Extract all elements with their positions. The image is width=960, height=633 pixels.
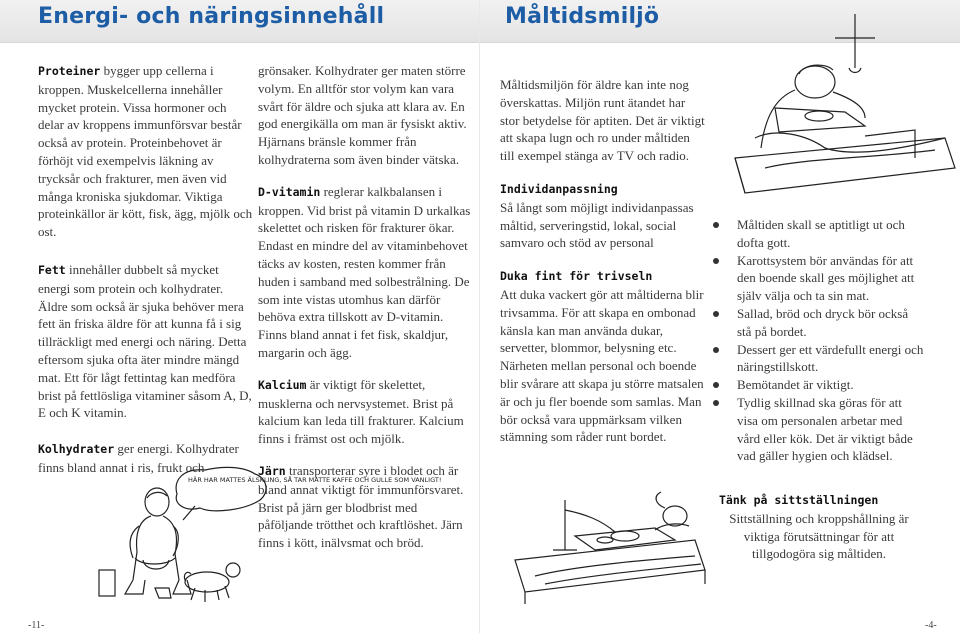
kolhydrater-text: ger energi. Kolhydrater finns bland annat i ris, frukt och (38, 441, 239, 475)
fett-paragraph (38, 261, 253, 422)
bullet-dot-icon (713, 222, 719, 228)
individanpassning-text: Så långt som möjligt individanpassas måltid, serveringstid, lokal, social samvaro och stöd av personal (500, 199, 694, 251)
sittstallning-heading: Tänk på sittställningen (719, 493, 879, 507)
duka-paragraph (500, 268, 705, 446)
speech-bubble-text: HÄR HAR MATTES ÄLSKLING, SÅ TAR MATTE KAFFE OCH GULLE SOM VANLIGT! (188, 476, 442, 484)
page-number-left: -11- (28, 620, 45, 631)
bed-with-table-illustration (505, 480, 715, 610)
bullet-dot-icon (713, 382, 719, 388)
jarn-heading: Järn (258, 463, 286, 478)
right-column-bullets (713, 216, 925, 465)
bullet-dot-icon (713, 400, 719, 406)
sittstallning-box (713, 492, 925, 563)
dvitamin-paragraph (258, 183, 473, 362)
kolhydrater-heading: Kolhydrater (38, 442, 115, 457)
protein-heading: Proteiner (38, 64, 101, 78)
page-divider (479, 0, 480, 633)
bullet-list (713, 216, 925, 465)
kolhydrater-cont-paragraph: grönsaker. Kolhydrater ger maten större volym. En alltför stor volym kan vara svårt för äldre och sjuka att klara av. En god energikälla om man är fysiskt aktiv. Hjärnans bränsle kommer från kolhydraterna som även binder vätska. (258, 63, 467, 167)
jarn-text: transporterar syre i blodet och är bland annat viktigt för immunförsvaret. Brist på järn ger blodbrist med påföljande trötthet och kraftlöshet. Järn finns i kött, inälvsmat och bröd. (258, 462, 464, 551)
duka-heading: Duka fint för trivseln (500, 269, 653, 284)
fett-heading: Fett (38, 262, 66, 277)
person-in-bed-eating-illustration (715, 8, 960, 213)
individanpassning-heading: Individanpassning (500, 181, 618, 196)
dvitamin-text: reglerar kalkbalansen i kroppen. Vid brist på vitamin D urkalkas skelettet och risken för frakturer ökar. Endast en mindre del av vitaminbehovet täcks av kosten, resten kommer från huden i samband med solbestrålning. De som inte vistas utomhus kan därför behöva extra tillskott av D-vitamin. Finns bland annat i fet fisk, skaldjur, margarin och ägg. (258, 183, 471, 360)
kalcium-paragraph (258, 376, 473, 448)
dvitamin-heading: D-vitamin (258, 184, 321, 199)
bullet-dot-icon (713, 347, 719, 353)
fett-text: innehåller dubbelt så mycket energi som protein och kolhydrater. Äldre som också är sjuka behöver mera fett än friska äldre för att kunna få i sig tillräckligt med energi och näring. Detta eftersom sjuka ofta äter mindre mängd mat. Ett för lågt fettintag kan medföra brist på fettlösliga vitaminer såsom A, D, E och K vitamin. (38, 261, 252, 421)
sittstallning-text: Sittställning och kroppshållning är viktiga förutsättningar för att tillgodogöra sig måltiden. (729, 510, 909, 562)
bullet-item: Bemötandet är viktigt. (713, 376, 925, 394)
page-title-maltidsmiljo: Måltidsmiljö (505, 4, 660, 29)
bullet-item: Dessert ger ett värdefullt energi och näringstillskott. (713, 341, 925, 377)
bullet-item: Karottsystem bör användas för att den boende skall ges möjlighet att själv välja och ta sin mat. (713, 252, 925, 305)
page-title-energi: Energi- och näringsinnehåll (38, 4, 385, 29)
page-number-right: -4- (925, 620, 937, 631)
intro-paragraph: Måltidsmiljön för äldre kan inte nog överskattas. Miljön runt ätandet har stor betydelse för aptiten. Det är viktigt att skapa lugn och ro under måltiden till exempel stänga av TV och radio. (500, 77, 705, 164)
right-column-1 (500, 76, 705, 459)
bullet-dot-icon (713, 258, 719, 264)
protein-text: bygger upp cellerna i kroppen. Muskelcellerna innehåller mycket protein. Vissa hormoner och delar av kroppens immunförsvar består också av protein. Proteinbehovet är förhöjt vid exempelvis läkning av trycksår och frakturer, men även vid många kroniska sjukdomar. Viktiga proteinkällor är kött, fisk, ägg, mjölk och ost. (38, 63, 253, 240)
duka-text: Att duka vackert gör att måltiderna blir trivsamma. För att skapa en ombonad känsla kan man använda dukar, servetter, blommor, belysning etc. Närheten mellan personal och boende blir svårare att skapa ju större matsalen är och ju fler boende som samlas. Man bör också vara uppmärksam vilken stämning som råder runt bordet. (500, 286, 704, 445)
bullet-dot-icon (713, 311, 719, 317)
left-column-1 (38, 62, 253, 490)
kalcium-text: är viktigt för skelettet, musklerna och nervsystemet. Brist på kalcium kan leda till frakturer. Kalcium finns i främst ost och mjölk. (258, 376, 464, 447)
protein-paragraph (38, 62, 253, 241)
individanpassning-paragraph (500, 181, 705, 252)
kalcium-heading: Kalcium (258, 377, 307, 392)
bullet-item: Måltiden skall se aptitligt ut och dofta gott. (713, 216, 925, 252)
bullet-item: Tydlig skillnad ska göras för att visa om personalen arbetar med vård eller kök. Det är viktigt både vad gäller hygien och klädsel. (713, 394, 925, 465)
bullet-item: Sallad, bröd och dryck bör också stå på bordet. (713, 305, 925, 341)
